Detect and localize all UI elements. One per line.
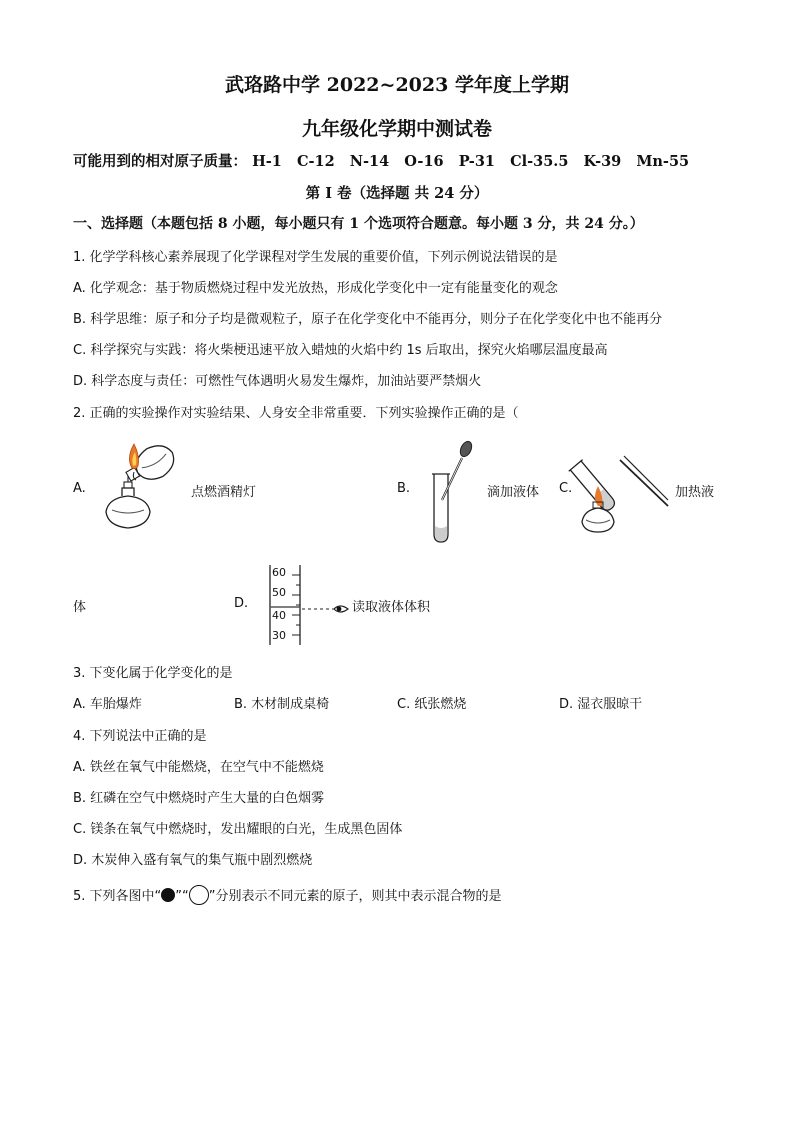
- q2-option-c-text: 加热液: [675, 485, 715, 500]
- q5-stem-pre: 5. 下列各图中“: [73, 889, 162, 904]
- q1-option-d: D. 科学态度与责任：可燃性气体遇明火易发生爆炸，加油站要严禁烟火: [73, 374, 482, 389]
- q3-option-d: D. 湿衣服晾干: [559, 697, 643, 712]
- q5-stem-mid: ”“: [175, 889, 189, 904]
- q2-option-d-letter: D.: [234, 596, 249, 611]
- q4-option-a: A. 铁丝在氧气中能燃烧，在空气中不能燃烧: [73, 760, 324, 775]
- exam-title-line1: 武珞路中学 2022~2023 学年度上学期: [225, 74, 569, 96]
- atomic-mass-h: H-1: [252, 153, 282, 170]
- exam-title-line2: 九年级化学期中测试卷: [301, 118, 492, 140]
- dropper-test-tube-illustration: [428, 440, 478, 544]
- q1-option-b: B. 科学思维：原子和分子均是微观粒子，原子在化学变化中不能再分，则分子在化学变化中也不能再分: [73, 312, 663, 327]
- atomic-mass-k: K-39: [583, 153, 622, 170]
- q2-option-d-text: 读取液体体积: [352, 600, 431, 615]
- q5-stem: [73, 885, 502, 905]
- q2-option-c-letter: C.: [559, 481, 573, 496]
- q4-option-d: D. 木炭伸入盛有氧气的集气瓶中剧烈燃烧: [73, 853, 313, 868]
- q4-option-c: C. 镁条在氧气中燃烧时，发出耀眼的白光，生成黑色固体: [73, 822, 403, 837]
- q2-option-b-text: 滴加液体: [487, 485, 540, 500]
- atomic-mass-label: 可能用到的相对原子质量：: [73, 153, 247, 170]
- q2-stem: 2. 正确的实验操作对实验结果、人身安全非常重要．下列实验操作正确的是（: [73, 406, 519, 421]
- q4-option-b: B. 红磷在空气中燃烧时产生大量的白色烟雾: [73, 791, 325, 806]
- q1-stem: 1. 化学学科核心素养展现了化学课程对学生发展的重要价值，下列示例说法错误的是: [73, 250, 558, 265]
- q2-option-b-letter: B.: [397, 481, 411, 496]
- cylinder-tick-40: 40: [272, 609, 286, 622]
- atomic-mass-mn: Mn-55: [636, 153, 690, 170]
- q3-stem: 3. 下变化属于化学变化的是: [73, 666, 233, 681]
- heating-test-tube-illustration: [576, 440, 672, 534]
- hollow-atom-icon: [189, 885, 209, 905]
- filled-atom-icon: [161, 888, 175, 902]
- q5-stem-post: ”分别表示不同元素的原子，则其中表示混合物的是: [208, 889, 502, 904]
- q2-option-c-text-continued: 体: [73, 600, 87, 615]
- alcohol-lamp-illustration: [98, 440, 188, 532]
- q1-option-a: A. 化学观念：基于物质燃烧过程中发光放热，形成化学变化中一定有能量变化的观念: [73, 281, 558, 296]
- q3-option-c: C. 纸张燃烧: [397, 697, 467, 712]
- atomic-mass-cl: Cl-35.5: [510, 153, 569, 170]
- atomic-mass-o: O-16: [404, 153, 444, 170]
- q4-stem: 4. 下列说法中正确的是: [73, 729, 207, 744]
- q1-option-c: C. 科学探究与实践：将火柴梗迅速平放入蜡烛的火焰中约 1s 后取出，探究火焰哪层温度最高: [73, 343, 608, 358]
- atomic-mass-n: N-14: [349, 153, 390, 170]
- cylinder-tick-30: 30: [272, 629, 286, 642]
- section-heading: 一、选择题（本题包括 8 小题，每小题只有 1 个选项符合题意。每小题 3 分，共 24 分。）: [73, 216, 644, 232]
- q2-option-a-text: 点燃酒精灯: [191, 485, 257, 500]
- q3-option-b: B. 木材制成桌椅: [234, 697, 330, 712]
- atomic-mass-p: P-31: [458, 153, 495, 170]
- atomic-mass-c: C-12: [296, 153, 335, 170]
- q2-option-a-letter: A.: [73, 481, 86, 496]
- cylinder-tick-50: 50: [272, 586, 286, 599]
- part-heading: 第 I 卷（选择题 共 24 分）: [305, 185, 489, 202]
- q3-option-a: A. 车胎爆炸: [73, 697, 142, 712]
- atomic-mass-row: [73, 150, 689, 171]
- cylinder-tick-60: 60: [272, 566, 286, 579]
